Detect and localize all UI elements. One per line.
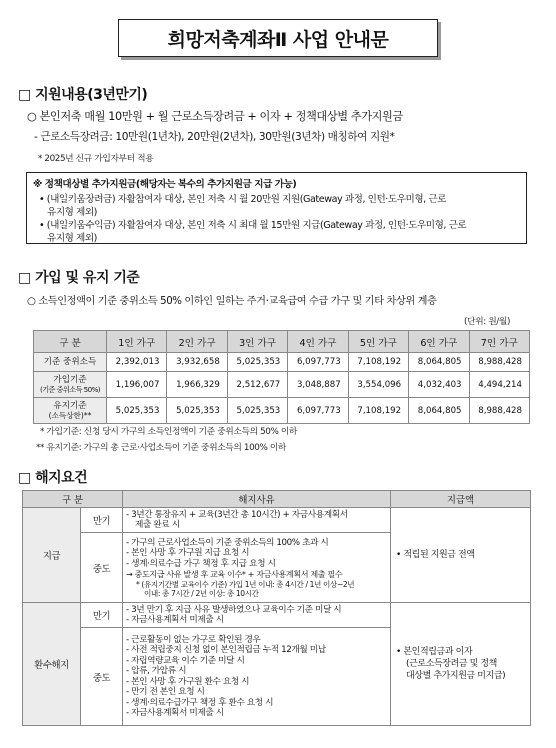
column-header: 4인 가구 [288,331,348,353]
row-label-text: 가입기준 [53,374,87,385]
benefit-text: • 적립된 지원금 전액 [396,550,475,560]
category-payment: 지급 [23,508,81,603]
reason-line: - 근로활동이 없는 가구로 확인된 경우 [126,634,261,645]
table-cell: 7,108,192 [348,353,408,372]
table-cell: 8,988,428 [469,398,529,424]
extra-support-item-cont: 유지형 제외) [47,233,97,244]
row-label [34,353,107,372]
unit-label: (단위: 원/월) [464,317,510,327]
table-cell: 3,048,887 [288,372,348,398]
table-cell: 4,032,403 [409,372,469,398]
subcategory-maturity: 만기 [81,603,123,628]
table-cell: 3,554,096 [348,372,408,398]
column-header: 지급액 [391,491,531,508]
table-cell: 5,025,353 [167,398,227,424]
reason-cell [123,533,391,603]
incentive-detail: - 근로소득장려금: 10만원(1년차), 20만원(2년차), 30만원(3년차) 매칭하여 지원* [34,131,395,143]
row-label-text: 기준 중위소득 [43,357,97,367]
row-label-text: 유지기준 [53,400,87,411]
column-header: 해지사유 [123,491,391,508]
table-footnote: * 가입기준: 신청 당시 가구의 소득인정액이 기준 중위소득의 50% 이하 [40,427,298,437]
table-cell: 1,966,329 [167,372,227,398]
row-label [34,398,107,424]
reason-line: - 자립역량교육 이수 기준 미달 시 [126,655,245,666]
reason-line: - 사전 적립중지 신청 없이 본인적립금 누적 12개월 미납 [126,645,326,655]
table-cell: 2,512,677 [227,372,287,398]
income-table [33,330,530,424]
table-cell: 8,064,805 [409,353,469,372]
row-label-sub: (기준 중위소득 50%) [39,384,100,394]
reason-line: - 본인 사망 후 가구원 지급 요청 시 [126,548,250,558]
table-cell: 1,196,007 [107,372,167,398]
table-cell: 3,932,658 [167,353,227,372]
reason-line: - 압류, 가압류 시 [126,666,187,676]
column-header: 6인 가구 [409,331,469,353]
row-label-sub: (소득상한)** [48,410,92,420]
table-cell: 5,025,353 [107,398,167,424]
reason-note: 이내: 총 7시간 / 2년 이상: 총 10시간 [144,588,259,598]
extra-support-item-cont: 유지형 제외) [47,207,97,218]
column-header: 2인 가구 [167,331,227,353]
column-header: 1인 가구 [107,331,167,353]
column-header: 3인 가구 [227,331,287,353]
subcategory-midway: 중도 [81,628,123,726]
column-header: 구 분 [23,491,123,508]
table-cell: 7,108,192 [348,398,408,424]
column-header: 5인 가구 [348,331,408,353]
extra-support-item: • (내일키움수익금) 자활참여자 대상, 본인 저축 시 최대 월 15만원 지급(Gateway 과정, 인턴·도우미형, 근로 [39,220,467,231]
termination-table [22,490,531,726]
row-label [34,372,107,398]
benefit-cell [391,508,531,603]
table-cell: 5,025,353 [227,398,287,424]
table-row [34,353,530,372]
reason-line: - 자금사용계획서 미제출 시 [126,708,224,718]
reason-cell [123,628,391,726]
reason-line: → 중도지급 사유 발생 후 교육 이수* + 자금사용계획서 제출 필수 [126,569,343,579]
table-cell: 4,494,214 [469,372,529,398]
table-header-row [23,491,531,508]
reason-line: - 본인 사망 후 가구원 환수 요청 시 [126,676,250,687]
column-header: 7인 가구 [469,331,529,353]
column-header: 구 분 [34,331,107,353]
table-cell: 5,025,353 [227,353,287,372]
reason-note: * (유지기간별 교육이수 기준) 가입 1년 이내: 총 4시간 / 1년 이상~2년 [136,579,355,589]
table-cell: 2,392,013 [107,353,167,372]
category-refund: 환수해지 [23,603,81,726]
benefit-text: (근로소득장려금 및 정책 [406,659,497,669]
table-cell: 8,064,805 [409,398,469,424]
table-cell: 6,097,773 [288,353,348,372]
table-cell: 8,988,428 [469,353,529,372]
benefit-text: • 본인적립금과 이자 [396,647,473,657]
reason-line: - 만기 전 본인 요청 시 [126,687,205,697]
reason-line: - 3년 만기 후 지급 사유 발생하였으나 교육이수 기준 미달 시 [126,604,342,615]
section-heading-support: □ 지원내용(3년만기) [18,87,148,103]
reason-line: - 생계·의료수급가구 책정 후 환수 요청 시 [126,697,274,708]
reason-line: - 3년간 통장유지 + 교육(3년간 총 10시간) + 자금사용계획서 [126,509,348,520]
extra-support-title: ※ 정책대상별 추가지원금(해당자는 복수의 추가지원금 지급 가능) [33,179,297,190]
page-title: 희망저축계좌Ⅱ 사업 안내문 [118,19,438,57]
extra-support-box [26,172,527,244]
reason-line: - 생계·의료수급 가구 책정 후 지급 요청 시 [126,558,276,569]
benefit-text: 대상별 추가지원금 미지급) [406,671,506,681]
section-heading-termination: □ 해지요건 [18,470,88,486]
incentive-footnote: * 2025년 신규 가입자부터 적용 [38,154,154,164]
table-row [34,398,530,424]
reason-line: 제출 완료 시 [135,520,180,530]
eligibility-summary: ○ 소득인정액이 기준 중위소득 50% 이하인 일하는 주거·교육급여 수급 가구 및 기타 차상위 계층 [27,296,437,307]
table-row [34,372,530,398]
subcategory-maturity: 만기 [81,508,123,533]
reason-line: - 자금사용계획서 미제출 시 [126,615,224,625]
table-footnote: ** 유지기준: 가구의 총 근로·사업소득이 기준 중위소득의 100% 이하 [36,443,287,453]
subcategory-midway: 중도 [81,533,123,603]
table-header-row [34,331,530,353]
table-cell: 6,097,773 [288,398,348,424]
reason-line: - 가구의 근로사업소득이 기준 중위소득의 100% 초과 시 [126,537,329,548]
extra-support-item: • (내일키움장려금) 자활참여자 대상, 본인 저축 시 월 20만원 지원(Gateway 과정, 인턴·도우미형, 근로 [39,194,447,205]
benefit-cell [391,603,531,726]
support-summary: ○ 본인저축 매월 10만원 + 월 근로소득장려금 + 이자 + 정책대상별 추가지원금 [27,110,403,123]
table-row [23,508,531,533]
reason-cell [123,508,391,533]
reason-cell [123,603,391,628]
section-heading-eligibility: □ 가입 및 유지 기준 [18,270,140,286]
table-row [23,603,531,628]
